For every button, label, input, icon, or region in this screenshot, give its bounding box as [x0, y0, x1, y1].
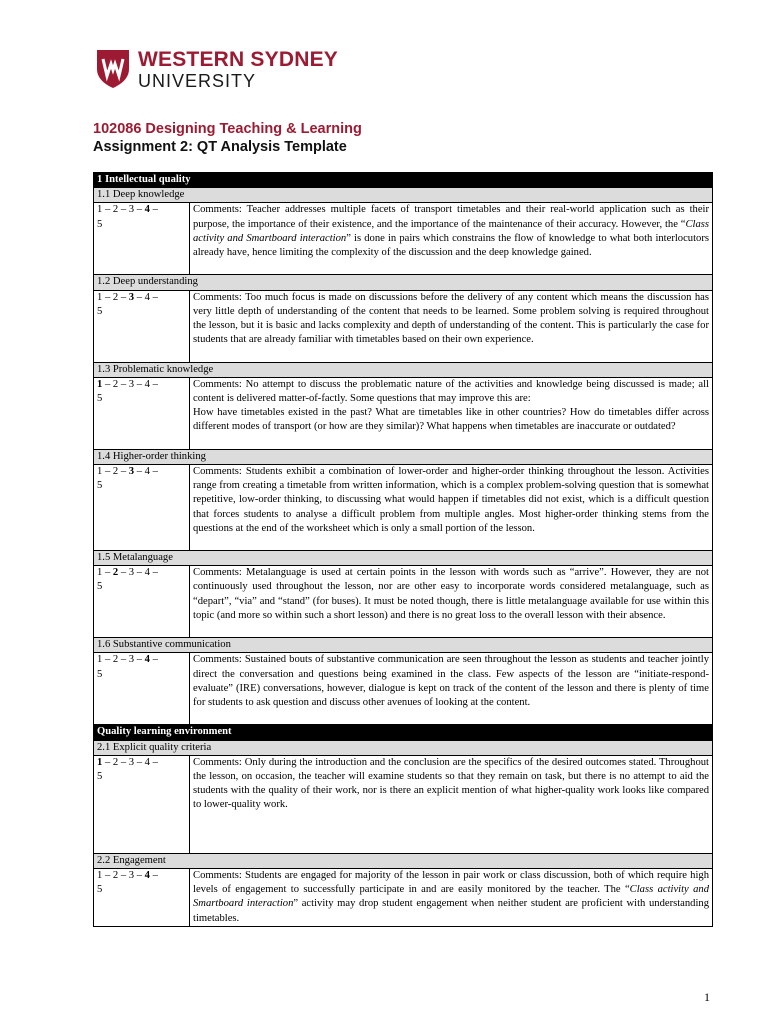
item-row [94, 290, 713, 362]
score-scale: 1 – 2 – 3 – 4 – 5 [94, 203, 190, 275]
comment-text [190, 377, 713, 449]
section-header-row [94, 725, 713, 740]
subheading-row [94, 275, 713, 290]
subheading-row [94, 551, 713, 566]
score-scale: 1 – 2 – 3 – 4 – 5 [94, 465, 190, 551]
score-scale: 1 – 2 – 3 – 4 – 5 [94, 869, 190, 927]
score-scale: 1 – 2 – 3 – 4 – 5 [94, 566, 190, 638]
section-header-row [94, 173, 713, 188]
assignment-title: Assignment 2: QT Analysis Template [93, 139, 347, 155]
comment-paragraph: How have timetables existed in the past? What are timetables like in other countries? How do timetables differ across different modes of transport (or how are they similar)? What happens when timetables are inaccurate or outdated? [193, 407, 709, 433]
comment-text: Comments: Students are engaged for majority of the lesson in pair work or class discussion, both of which require high levels of engagement to successfully participate in and are easily monitored by the teacher. The “Class activity and Smartboard interaction” activity may drop student engagement when neither student are proficient with understanding timetables. [190, 869, 713, 927]
subheading-row [94, 362, 713, 377]
subheading-row [94, 853, 713, 868]
item-row [94, 566, 713, 638]
comment-paragraph: Comments: No attempt to discuss the problematic nature of the activities and knowledge being discussed is made; all content is delivered matter-of-factly. Some questions that may improve this are: [193, 378, 709, 405]
comment-text: Comments: Teacher addresses multiple facets of transport timetables and their real-world application such as their purpose, the importance of their existence, and the importance of the maintenance of their accuracy. However, the “Class activity and Smartboard interaction” is done in pairs which constrains the flow of knowledge to what both interlocutors already have, hence limiting the complexity of the discussion and the deep knowledge gained. [190, 203, 713, 275]
section-title: 1 Intellectual quality [94, 173, 713, 188]
logo-line-1: WESTERN SYDNEY [138, 47, 338, 71]
item-heading: 1.3 Problematic knowledge [94, 362, 713, 377]
item-heading: 1.1 Deep knowledge [94, 188, 713, 203]
score-scale: 1 – 2 – 3 – 4 – 5 [94, 290, 190, 362]
score-scale: 1 – 2 – 3 – 4 – 5 [94, 755, 190, 853]
subheading-row [94, 449, 713, 464]
item-heading: 2.2 Engagement [94, 853, 713, 868]
subheading-row [94, 638, 713, 653]
score-scale: 1 – 2 – 3 – 4 – 5 [94, 377, 190, 449]
item-row [94, 203, 713, 275]
logo-line-2: UNIVERSITY [138, 70, 257, 91]
item-row [94, 869, 713, 927]
item-heading: 1.2 Deep understanding [94, 275, 713, 290]
comment-text: Comments: Metalanguage is used at certain points in the lesson with words such as “arrive”. However, they are not continuously used throughout the lesson, nor are other easy to incorporate words considered metalanguage, such as “depart”, “via” and “stand” (for buses). It must be noted though, there is little metalanguage available for use within this topic (and more so within such a short lesson) and there is no great loss to the overall lesson with their absence. [190, 566, 713, 638]
item-row [94, 377, 713, 449]
logo-text [138, 49, 338, 90]
comment-text: Comments: Too much focus is made on discussions before the delivery of any content which means the discussion has very little depth of understanding of the content that needs to be learned. Some problem solving is required throughout the lesson, but it is basic and lacks complexity and depth of understanding of the content. This is particularly the case for students that are already familiar with timetables based on their own experience. [190, 290, 713, 362]
item-heading: 1.6 Substantive communication [94, 638, 713, 653]
item-heading: 2.1 Explicit quality criteria [94, 740, 713, 755]
page-number: 1 [704, 990, 710, 1004]
subheading-row [94, 740, 713, 755]
university-logo [96, 44, 338, 94]
comment-text: Comments: Only during the introduction and the conclusion are the specifics of the desired outcomes stated. Throughout the lesson, on occasion, the teacher will examine students so that they remain on task, but there is no attempt to aid the students with the quality of their work, nor is there an explicit mention of what higher-quality work looks like compared to lower-quality work. [190, 755, 713, 853]
item-heading: 1.5 Metalanguage [94, 551, 713, 566]
item-row [94, 755, 713, 853]
comment-text: Comments: Students exhibit a combination of lower-order and higher-order thinking throughout the lesson. Activities range from creating a timetable from written information, which is a complex problem-solving question that is somewhat repetitive, low-order thinking, to discussing what would happen if timetables did not exist, which is a difficult question that forces students to analyse a difficult problem from multiple angles. Most higher-order thinking stems from the questions at the end of the worksheet which is only a small portion of the lesson. [190, 465, 713, 551]
section-title: Quality learning environment [94, 725, 713, 740]
item-row [94, 653, 713, 725]
qt-analysis-table [93, 172, 713, 927]
score-scale: 1 – 2 – 3 – 4 – 5 [94, 653, 190, 725]
subheading-row [94, 188, 713, 203]
item-heading: 1.4 Higher-order thinking [94, 449, 713, 464]
course-title: 102086 Designing Teaching & Learning [93, 121, 362, 137]
item-row [94, 465, 713, 551]
shield-logo-icon [96, 49, 130, 89]
comment-text: Comments: Sustained bouts of substantive communication are seen throughout the lesson as students and teacher jointly direct the conversation and questions being examined in the class. Few aspects of the lesson are “initiate-respond-evaluate” (IRE) conversations, however, dialogue is kept on track of the content of the lesson and there is plenty of time for students to ask question and discuss other avenues of looking at the content. [190, 653, 713, 725]
